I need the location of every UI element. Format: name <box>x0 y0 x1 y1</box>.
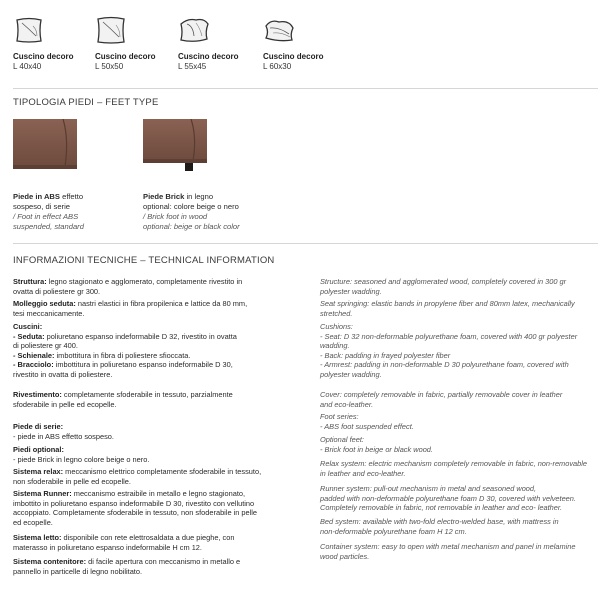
tech-label: Sistema relax: <box>13 467 64 476</box>
tech-label: Struttura: <box>13 277 47 286</box>
tech-block-en <box>320 277 598 296</box>
foot-name: Piede in ABS <box>13 192 60 201</box>
cushion-square-icon <box>95 14 127 46</box>
tech-line-en: stretched. <box>320 308 353 318</box>
tech-block-en <box>320 542 598 561</box>
tech-block-it: Cuscini: - Seduta: poliuretano espanso indeformabile D 32, rivestito in ovatta di poliestere gr 400. - Schienale: imbottitura in fibra di poliestere sfioccata. - Bracciolo: imbottitura in poliuretano espanso indeformabile D 30, rivestito in ovatta di poliestere. <box>13 322 237 379</box>
tech-line-en: Container system: easy to open with metal mechanism and panel in melamine <box>320 542 576 551</box>
tech-line-en: wood particles. <box>320 551 370 561</box>
tech-block-it: Sistema letto: disponibile con rete elettrosaldata a due pieghe, con materasso in poliuretano espanso indeformabile H cm 12. <box>13 533 235 552</box>
cushion-rect-icon <box>178 14 210 46</box>
cushion-size: L 55x45 <box>178 62 207 71</box>
tech-line-en: polyester wadding. <box>320 286 382 296</box>
tech-section-title: INFORMAZIONI TECNICHE – TECHNICAL INFORMATION <box>13 255 275 266</box>
cushion-item <box>95 14 175 72</box>
tech-line-en: Completely removable in fabric, not removable in leather and eco- leather. <box>320 503 563 513</box>
foot-brick-caption: Piede Brick in legno optional: colore beige o nero / Brick foot in wood optional: beige or black color <box>143 192 240 231</box>
tech-block-en <box>320 435 598 454</box>
tech-line-en: Bed system: available with two-fold electro-welded base, with mattress in <box>320 517 559 526</box>
foot-name: Piede Brick <box>143 192 185 201</box>
tech-block-en <box>320 484 598 513</box>
cushion-name: Cuscino decoro <box>178 52 239 61</box>
tech-block-it: Piede di serie: - piede in ABS effetto sospeso. <box>13 422 114 441</box>
tech-line-en: wadding. <box>320 341 350 351</box>
cushion-lumbar-icon <box>263 14 295 46</box>
tech-block-it: Sistema Runner: meccanismo estraibile in metallo e legno stagionato, imbottito in poliuretano espanso indeformabile D 30, rivestito con vellutino accoppiato. Completamente sfoderabile in tessuto, non sfoderabile in pelle ed ecopelle. <box>13 489 258 527</box>
tech-line-en: Relax system: electric mechanism completely removable in fabric, non-removable <box>320 459 587 468</box>
tech-line-en: Cushions: <box>320 322 353 331</box>
tech-line-en: - ABS foot suspended effect. <box>320 421 414 431</box>
cushion-square-icon <box>13 14 45 46</box>
feet-section-title: TIPOLOGIA PIEDI – FEET TYPE <box>13 97 159 108</box>
tech-line-en: Structure: seasoned and agglomerated wood, completely covered in 300 gr <box>320 277 567 286</box>
tech-block-it: Piedi optional: - piede Brick in legno colore beige o nero. <box>13 445 150 464</box>
tech-label: Molleggio seduta: <box>13 299 76 308</box>
divider <box>13 88 598 89</box>
tech-block-it: Sistema relax: meccanismo elettrico completamente sfoderabile in tessuto, non sfoderabile in pelle ed ecopelle. <box>13 467 262 486</box>
foot-brick-image <box>143 119 207 173</box>
cushion-name: Cuscino decoro <box>13 52 74 61</box>
cushion-item <box>178 14 258 72</box>
cushion-name: Cuscino decoro <box>95 52 156 61</box>
tech-line-en: - Brick foot in beige or black wood. <box>320 444 433 454</box>
tech-block-en <box>320 299 598 318</box>
tech-label: Sistema Runner: <box>13 489 72 498</box>
tech-label: Piede di serie: <box>13 422 64 431</box>
tech-line-en: - Armrest: padding in non-deformable D 30 polyurethane foam, covered with <box>320 360 569 370</box>
tech-block-it: Struttura: legno stagionato e agglomerato, completamente rivestito in ovatta di poliestere gr 300. <box>13 277 243 296</box>
tech-line-en: Seat springing: elastic bands in propylene fiber and 80mm latex, mechanically <box>320 299 575 308</box>
foot-abs-caption: Piede in ABS effetto sospeso, di serie / Foot in effect ABS suspended, standard <box>13 192 84 231</box>
tech-label: Piedi optional: <box>13 445 64 454</box>
tech-label: Sistema contenitore: <box>13 557 87 566</box>
cushion-name: Cuscino decoro <box>263 52 324 61</box>
cushion-item <box>263 14 343 72</box>
tech-label: Cuscini: <box>13 322 43 331</box>
tech-line-en: Cover: completely removable in fabric, partially removable cover in leather <box>320 390 563 399</box>
tech-line-en: - Seat: D 32 non-deformable polyurethane foam, covered with 400 gr polyester <box>320 331 578 341</box>
tech-line-en: and eco-leather. <box>320 399 374 409</box>
tech-line-en: in leather and eco-leather. <box>320 468 406 478</box>
cushion-size: L 60x30 <box>263 62 292 71</box>
cushion-size: L 40x40 <box>13 62 42 71</box>
tech-block-en <box>320 390 598 409</box>
tech-label: Rivestimento: <box>13 390 62 399</box>
divider <box>13 243 598 244</box>
tech-block-it: Sistema contenitore: di facile apertura con meccanismo in metallo e pannello in particelle di legno nobilitato. <box>13 557 241 576</box>
tech-line-en: non-deformable polyurethane foam H 12 cm. <box>320 526 467 536</box>
tech-block-en <box>320 322 598 380</box>
tech-label: Sistema letto: <box>13 533 62 542</box>
tech-line-en: Optional feet: <box>320 435 364 444</box>
tech-block-it: Molleggio seduta: nastri elastici in fibra propilenica e lattice da 80 mm, tesi meccanicamente. <box>13 299 248 318</box>
tech-line-en: - Back: padding in frayed polyester fiber <box>320 350 451 360</box>
tech-block-en <box>320 459 598 478</box>
cushion-size: L 50x50 <box>95 62 124 71</box>
tech-line-en: Foot series: <box>320 412 359 421</box>
tech-block-en <box>320 412 598 431</box>
tech-line-en: padded with non-deformable polyurethane foam D 30, covered with velveteen. <box>320 493 576 503</box>
foot-abs-image <box>13 119 77 173</box>
cushion-item <box>13 14 93 72</box>
tech-block-it: Rivestimento: completamente sfoderabile in tessuto, parzialmente sfoderabile in pelle ed ecopelle. <box>13 390 233 409</box>
tech-block-en <box>320 517 598 536</box>
tech-line-en: Runner system: pull-out mechanism in metal and seasoned wood, <box>320 484 537 493</box>
tech-line-en: polyester wadding. <box>320 369 382 379</box>
